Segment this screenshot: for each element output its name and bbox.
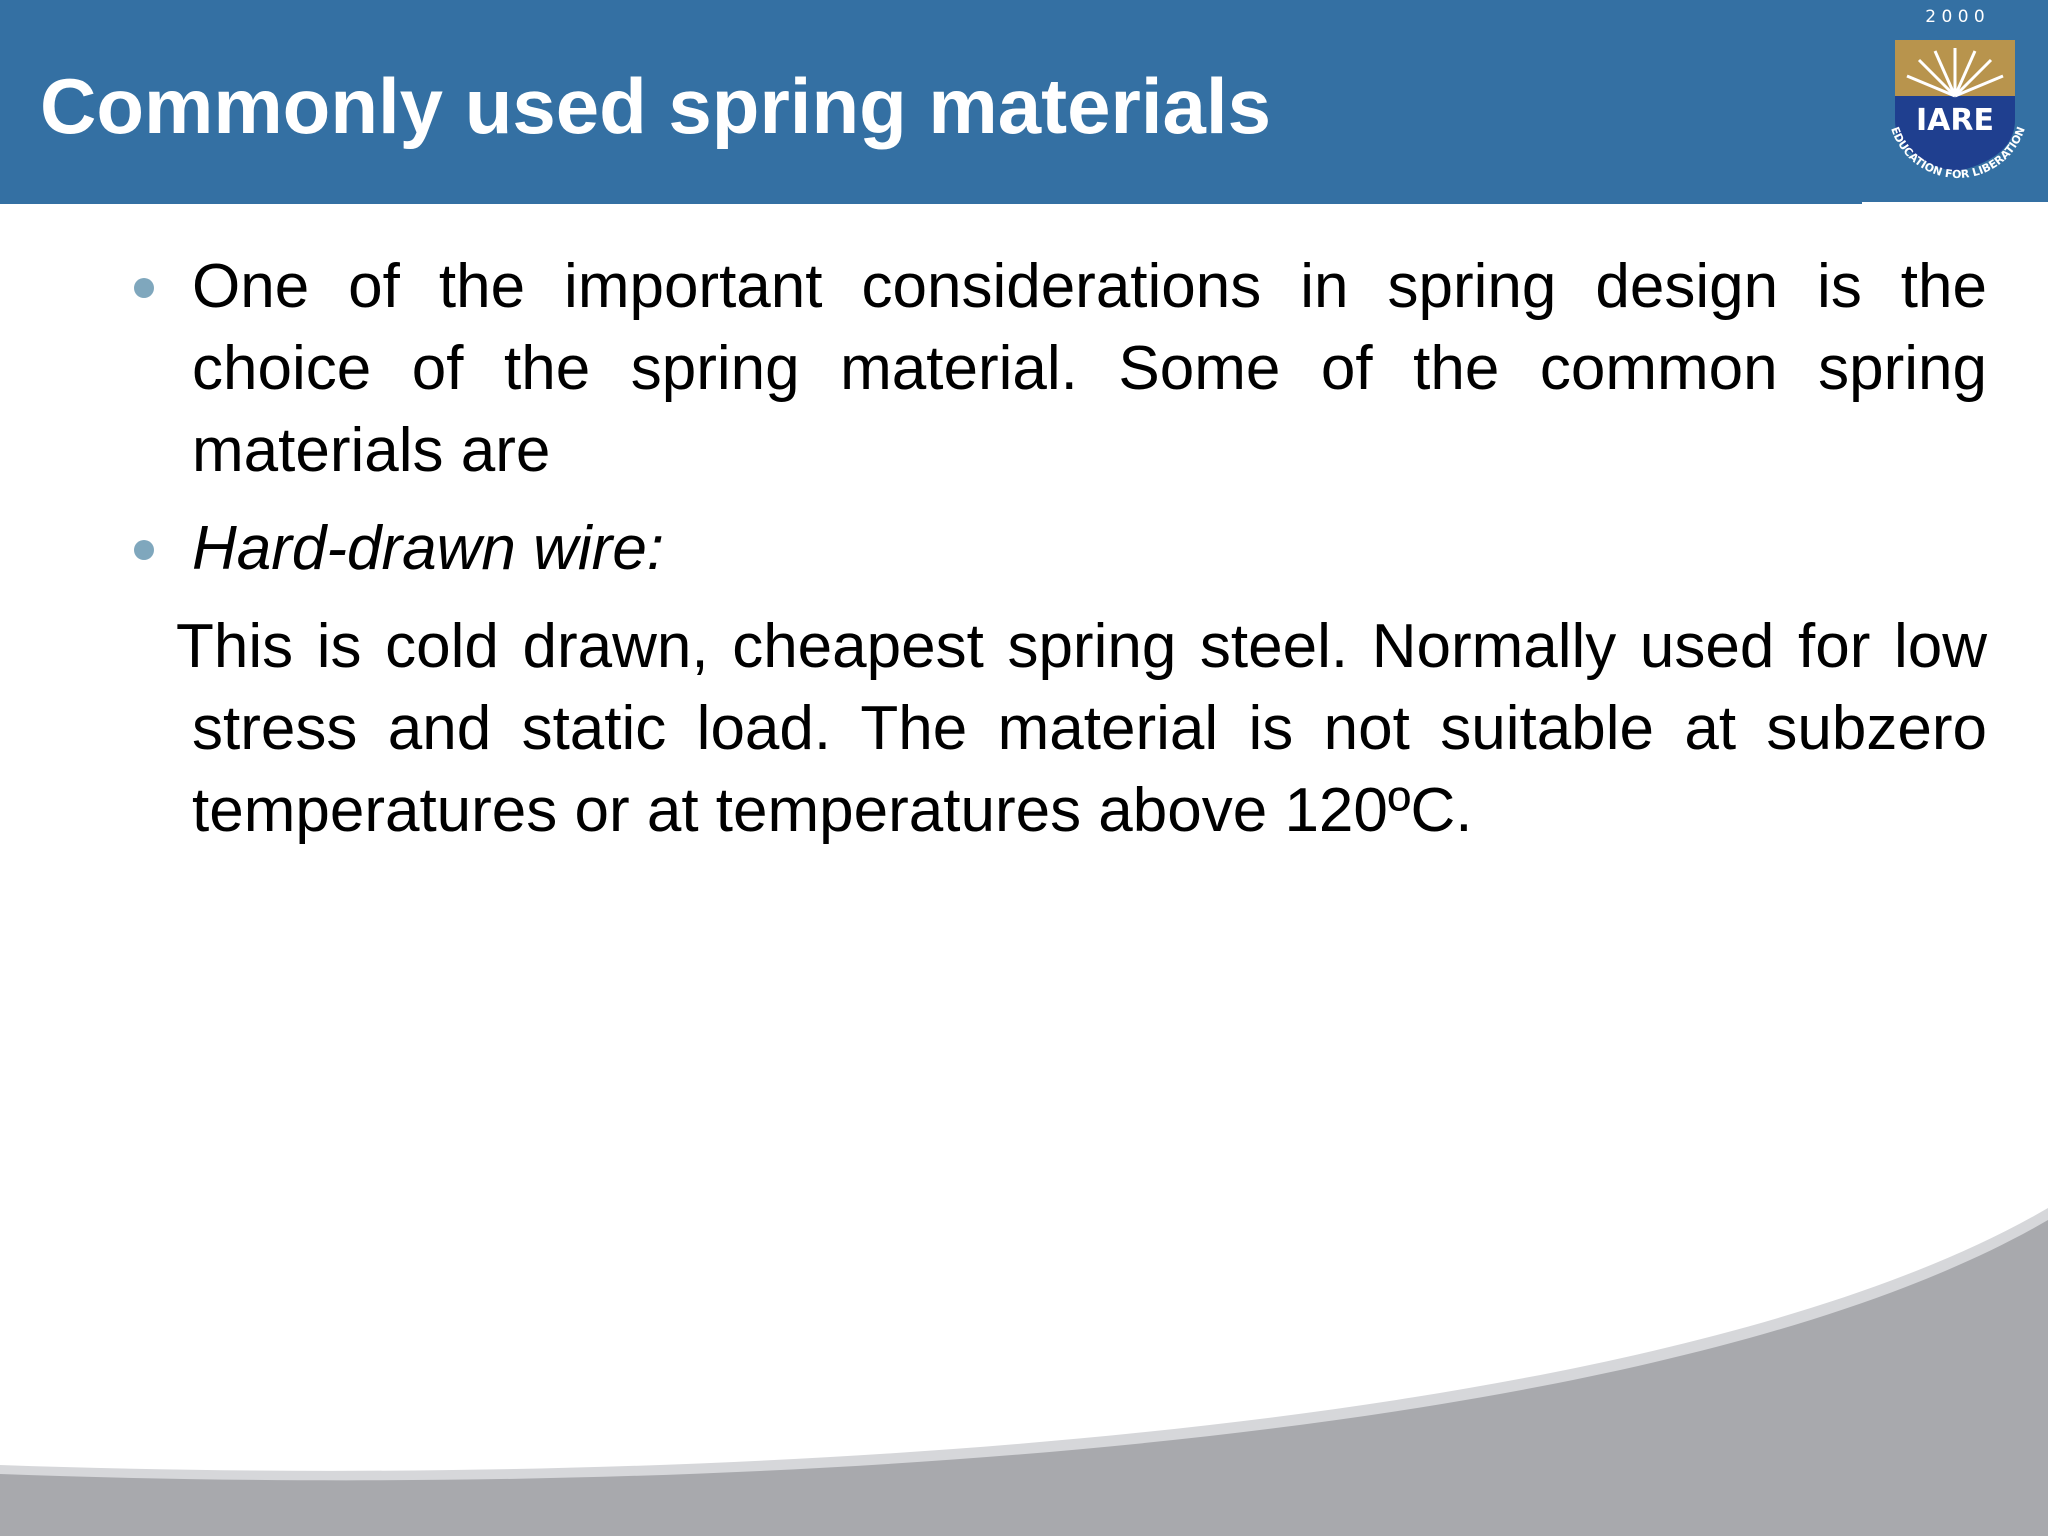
bullet-marker [134,278,154,298]
bullet-item [192,508,1987,590]
slide-content [176,246,1987,852]
wave-fill [0,1220,2048,1536]
intro-text: One of the important considerations in spring design is the choice of the spring material. Some of the common spring materials are [192,252,1987,485]
slide-title: Commonly used spring materials [40,62,1271,150]
bullet-marker [134,540,154,560]
footer-wave [0,1190,2048,1536]
material-description: This is cold drawn, cheapest spring steel. Normally used for low stress and static load. The material is not suitable at subzero temperatures or at temperatures above 120ºC. [176,612,1987,845]
bullet-item [192,246,1987,492]
logo-motto: EDUCATION FOR LIBERATION [1888,124,2028,182]
logo-year: 2 0 0 0 [1925,7,1985,27]
material-name: Hard-drawn wire: [192,514,665,583]
logo-name: IARE [1916,103,1994,138]
iare-logo [1862,0,2048,200]
